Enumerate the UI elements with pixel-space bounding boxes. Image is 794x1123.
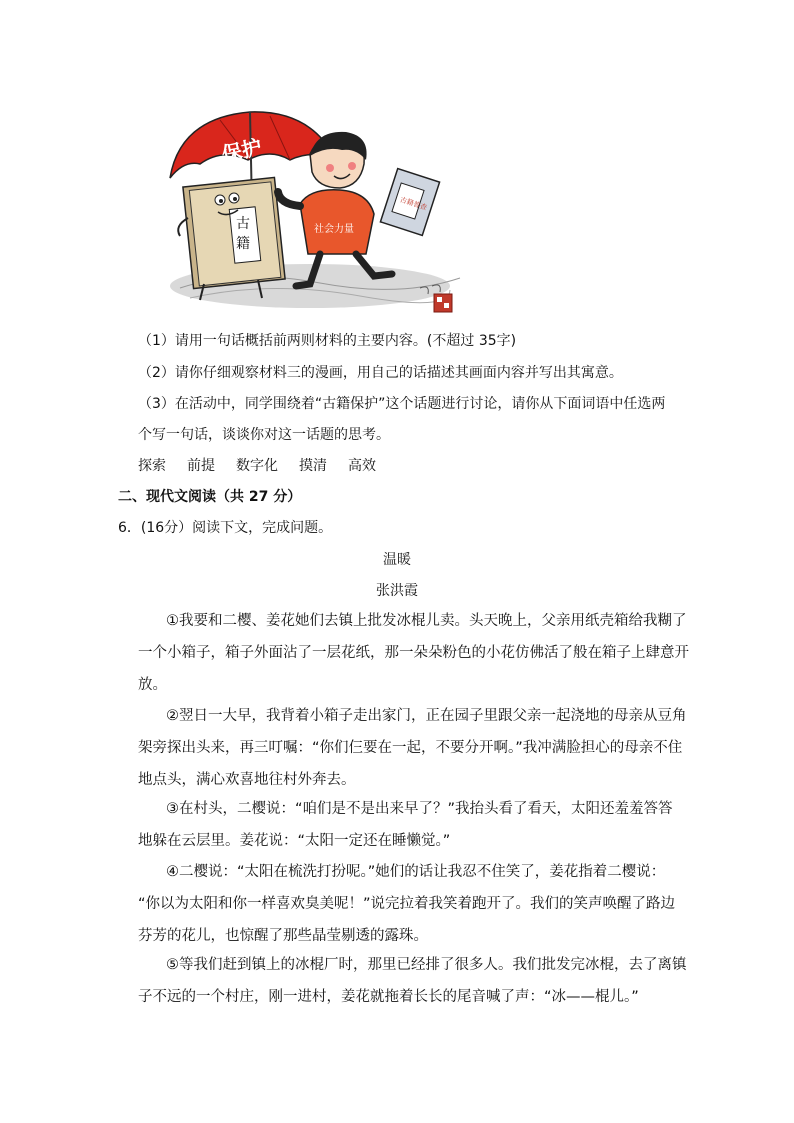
question-item-2: （2）请你仔细观察材料三的漫画，用自己的话描述其画面内容并写出其寓意。 [138,365,623,381]
section-heading: 二、现代文阅读（共 27 分） [118,489,302,505]
paragraph-line: 地点头，满心欢喜地往村外奔去。 [138,772,356,788]
question-item-3-continued: 个写一句话，谈谈你对这一话题的思考。 [138,427,390,443]
cartoon-illustration [160,108,468,314]
paragraph-line: 架旁探出头来，再三叮嘱：“你们仨要在一起，不要分开啊。”我冲满脸担心的母亲不住 [138,740,683,756]
book-label-1: 古 [236,216,250,232]
term-item: 数字化 [236,458,278,474]
question-item-3: （3）在活动中，同学围绕着“古籍保护”这个话题进行讨论，请你从下面词语中任选两 [138,396,666,412]
book2-label: 古籍普查 [398,195,428,212]
paragraph-line: “你以为太阳和你一样喜欢臭美呢！”说完拉着我笑着跑开了。我们的笑声唤醒了路边 [138,896,676,912]
paragraph-line: 芬芳的花儿，也惊醒了那些晶莹剔透的露珠。 [138,928,428,944]
shirt-label: 社会力量 [314,224,354,235]
question-6-prompt: 6．(16分）阅读下文，完成问题。 [118,520,333,536]
paragraph-line: 地躲在云层里。姜花说：“太阳一定还在睡懒觉。” [138,833,451,849]
paragraph-line: ①我要和二樱、姜花她们去镇上批发冰棍儿卖。头天晚上，父亲用纸壳箱给我糊了 [166,613,687,629]
paragraph-line: ②翌日一大早，我背着小箱子走出家门，正在园子里跟父亲一起浇地的母亲从豆角 [166,708,687,724]
paragraph-line: ⑤等我们赶到镇上的冰棍厂时，那里已经排了很多人。我们批发完冰棍，去了离镇 [166,957,687,973]
paragraph-line: 放。 [138,677,167,693]
artist-seal [434,294,452,312]
paragraph-line: ④二樱说：“太阳在梳洗打扮呢。”她们的话让我忍不住笑了，姜花指着二樱说： [166,864,666,880]
term-item: 高效 [348,458,376,474]
term-item: 探索 [138,458,166,474]
article-title: 温暖 [383,552,411,568]
umbrella-label: 保护 [219,134,264,167]
paragraph-line: 子不远的一个村庄，刚一进村，姜花就拖着长长的尾音喊了声：“冰——棍儿。” [138,989,639,1005]
term-item: 前提 [187,458,215,474]
article-author: 张洪霞 [376,583,418,599]
question-item-1: （1）请用一句话概括前两则材料的主要内容。(不超过 35字) [138,333,517,349]
term-item: 摸清 [299,458,327,474]
paragraph-line: ③在村头，二樱说：“咱们是不是出来早了？”我抬头看了看天，太阳还羞羞答答 [166,801,673,817]
book-label-2: 籍 [236,236,250,252]
paragraph-line: 一个小箱子，箱子外面沾了一层花纸，那一朵朵粉色的小花仿佛活了般在箱子上肆意开 [138,645,689,661]
